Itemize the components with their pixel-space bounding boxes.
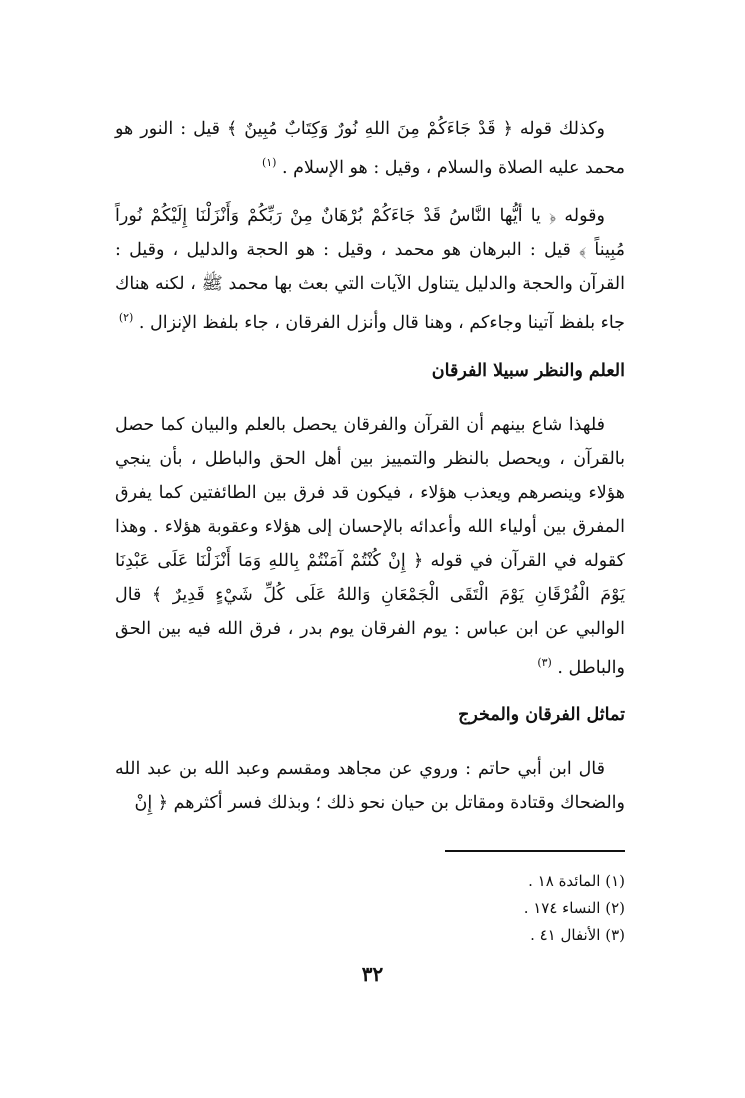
paragraph-light-verse (115, 112, 625, 185)
footnote-3: (٣) الأنفال ٤١ . (530, 926, 625, 944)
page-number: ٣٢ (361, 962, 384, 986)
footnote-ref-3: (٣) (537, 655, 552, 669)
paragraph-ibn-abi-hatim: قال ابن أبي حاتم : وروي عن مجاهد ومقسم وعبد الله بن عبد الله والضحاك وقتادة ومقاتل بن حيان نحو ذلك ؛ وبذلك فسر أكثرهم ﴿ إِنْ (115, 759, 625, 814)
footnote-ref-1: (١) (261, 156, 277, 169)
paragraph-furqan-text: فلهذا شاع بينهم أن القرآن والفرقان يحصل بالعلم والبيان كما حصل بالقرآن ، ويحصل بالنظر والتمييز بين أهل الحق والباطل ، بأن ينجي هؤلاء وينصرهم ويعذب هؤلاء ، فيكون قد فرق بين الطائفتين كما يفرق المفرق بين أولياء الله وأعدائه بالإحسان إلى هؤلاء وعقوبة هؤلاء . وهذا كقوله في القرآن في قوله ﴿ إِنْ كُنْتُمْ آمَنْتُمْ بِاللهِ وَمَا أَنْزَلْنَا عَلَى عَبْدِنَا يَوْمَ الْفُرْقَانِ يَوْمَ الْتَقَى الْجَمْعَانِ وَاللهُ عَلَى كُلِّ شَيْءٍ قَدِيرٌ ﴾ قال الوالبي عن ابن عباس : يوم الفرقان يوم بدر ، فرق الله فيه بين الحق والباطل . (115, 414, 625, 678)
footnote-2: (٢) النساء ١٧٤ . (523, 899, 625, 917)
paragraph-proof-verse-text: وقوله ﴿ يا أيُّها النَّاسُ قَدْ جَاءَكُمْ بُرْهَانٌ مِنْ رَبِّكُمْ وَأَنْزَلْنَا إِلَيْكُمْ نُوراً مُبِيناً ﴾ قيل : البرهان هو محمد ، وقيل : هو الحجة والدليل ، وقيل : القرآن والحجة والدليل يتناول الآيات التي بعث بها محمد ﷺ ، لكنه هناك جاء بلفظ آتينا وجاءكم ، وهنا قال وأنزل الفرقان ، جاء بلفظ الإنزال . (115, 205, 625, 333)
section-heading-knowledge: العلم والنظر سبيلا الفرقان (431, 360, 625, 381)
main-text (115, 112, 625, 834)
paragraph-light-verse-text: وكذلك قوله ﴿ قَدْ جَاءَكُمْ مِنَ اللهِ نُورٌ وَكِتَابٌ مُبِينٌ ﴾ قيل : النور هو محمد عليه الصلاة والسلام ، وقيل : هو الإسلام . (115, 119, 625, 178)
paragraph-proof-verse (115, 199, 625, 340)
footnote-1: (١) المائدة ١٨ . (528, 872, 625, 890)
paragraph-furqan (115, 408, 625, 685)
section-heading-furqan-makhraj: تماثل الفرقان والمخرج (458, 705, 625, 726)
footnote-divider (445, 850, 625, 852)
footnote-ref-2: (٢) (118, 310, 134, 324)
footnotes (325, 868, 625, 949)
